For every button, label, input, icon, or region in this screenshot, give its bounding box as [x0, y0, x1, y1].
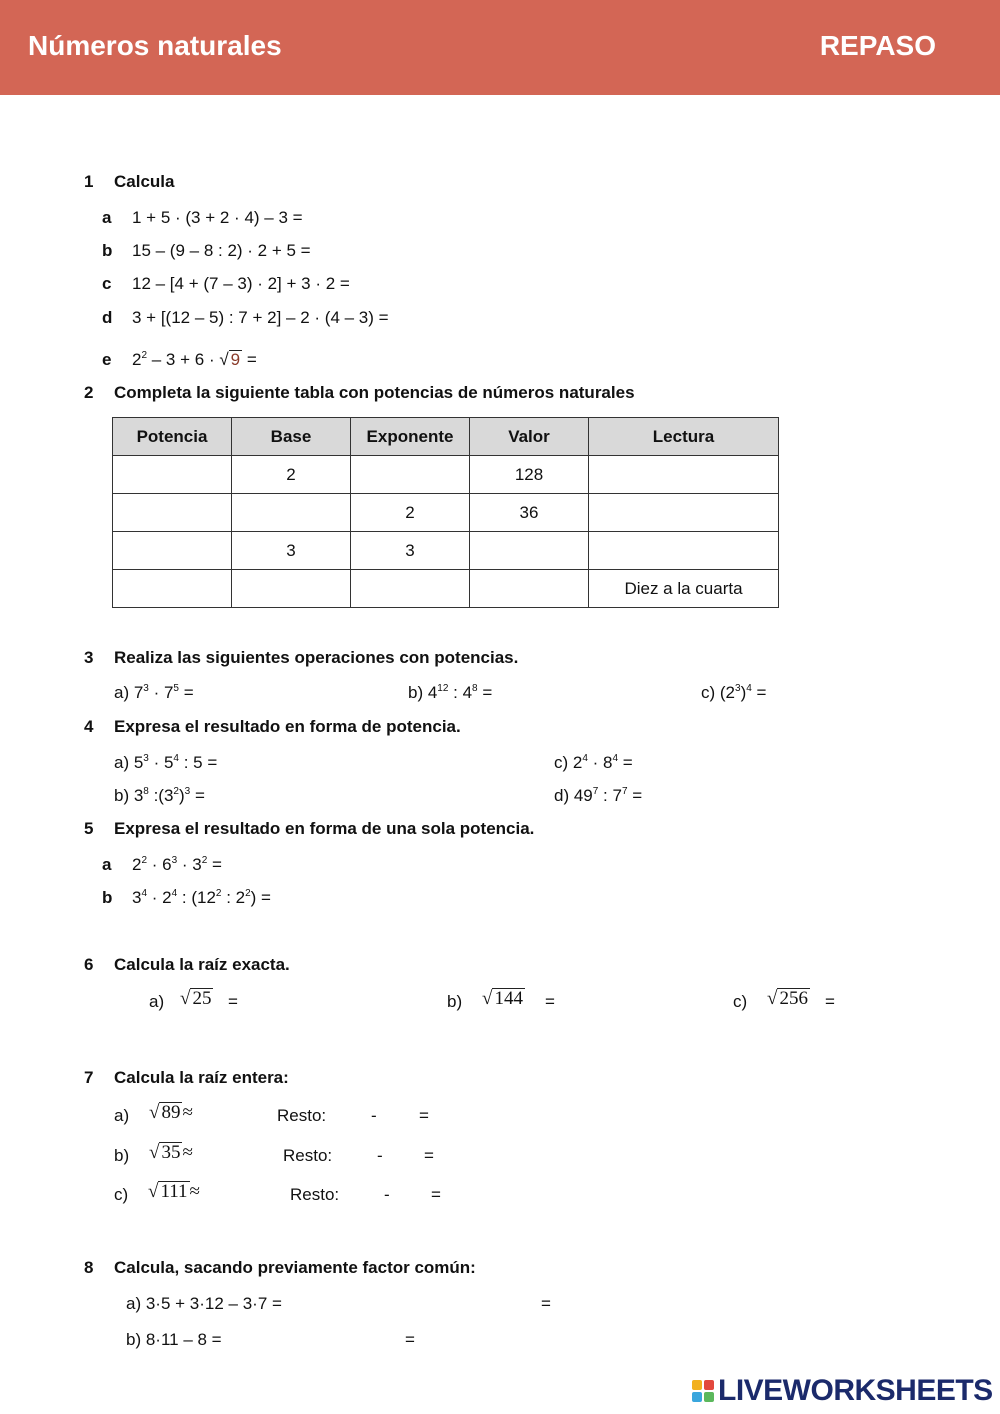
logo-square-icon	[692, 1380, 702, 1390]
q6-item-c-eq: =	[825, 992, 835, 1011]
powers-table	[112, 417, 779, 608]
table-cell[interactable]	[351, 570, 470, 608]
q3-title: Realiza las siguientes operaciones con potencias.	[114, 648, 519, 667]
q1-item-d-letter: d	[102, 308, 113, 327]
q3-number: 3	[84, 648, 94, 667]
q5-item-b-letter: b	[102, 888, 113, 907]
logo-square-icon	[692, 1392, 702, 1402]
q7-item-a-resto: Resto:	[277, 1106, 327, 1125]
q2-title: Completa la siguiente tabla con potencias de números naturales	[114, 383, 635, 402]
q7-title: Calcula la raíz entera:	[114, 1068, 289, 1087]
table-cell[interactable]	[113, 570, 232, 608]
q7-item-c-resto: Resto:	[290, 1185, 340, 1204]
table-cell: Diez a la cuarta	[589, 570, 779, 608]
q5-item-b-expr: $3^4 \cdot 2^4$ : ($12^2$ : $2^2$) =	[132, 888, 271, 907]
q1-item-c-expr: 12 – [4 + (7 – 3) · 2] + 3 · 2 =	[132, 274, 350, 293]
table-cell[interactable]	[351, 456, 470, 494]
q1-item-e-expr: $2^2 - 3 + 6$ · √ 9 =	[132, 350, 257, 369]
q3-item-b: b) $4^{12}$ : $4^8$ =	[408, 683, 493, 702]
q1-title: Calcula	[114, 172, 175, 191]
q6-item-a-label: a)	[149, 992, 165, 1011]
table-row	[113, 532, 779, 570]
table-cell: 3	[232, 532, 351, 570]
q6-item-b-root: √ 144	[482, 988, 523, 1009]
q4-number: 4	[84, 717, 94, 736]
q6-number: 6	[84, 955, 94, 974]
q3-item-a: a) $7^3 \cdot 7^5$ =	[114, 683, 194, 702]
q1-item-d-expr: 3 + [(12 – 5) : 7 + 2] – 2 · (4 – 3) =	[132, 308, 389, 327]
q8-item-a-eq: =	[541, 1294, 551, 1313]
q7-item-a-eq: =	[419, 1106, 429, 1125]
q7-item-b-label: b)	[114, 1146, 130, 1165]
table-row	[113, 494, 779, 532]
q7-item-b-eq: =	[424, 1146, 434, 1165]
q6-item-b-eq: =	[545, 992, 555, 1011]
logo-square-icon	[704, 1392, 714, 1402]
header-banner	[0, 0, 1000, 95]
table-cell[interactable]	[470, 570, 589, 608]
q7-item-a-label: a)	[114, 1106, 130, 1125]
sqrt-symbol: √ 9	[219, 350, 241, 369]
q6-item-b-label: b)	[447, 992, 463, 1011]
q4-item-a: a) $5^3 \cdot 5^4$ : 5 =	[114, 753, 218, 772]
q7-item-b-resto: Resto:	[283, 1146, 333, 1165]
table-cell: 128	[470, 456, 589, 494]
table-header: Valor	[470, 418, 589, 456]
q8-item-b-eq: =	[405, 1330, 415, 1349]
table-cell[interactable]	[113, 456, 232, 494]
table-header-row	[113, 418, 779, 456]
q7-item-b-dash: -	[377, 1146, 383, 1165]
table-cell[interactable]	[589, 494, 779, 532]
logo-mark-icon	[692, 1380, 714, 1402]
table-header: Base	[232, 418, 351, 456]
page-title: Números naturales	[28, 30, 282, 61]
q1-item-b-expr: 15 – (9 – 8 : 2) · 2 + 5 =	[132, 241, 311, 260]
logo-text: LIVEWORKSHEETS	[718, 1374, 993, 1407]
q8-item-a-expr: a) 3·5 + 3·12 – 3·7 =	[126, 1294, 282, 1313]
q1-item-a-letter: a	[102, 208, 112, 227]
table-row	[113, 570, 779, 608]
table-cell[interactable]	[589, 456, 779, 494]
table-cell: 3	[351, 532, 470, 570]
q2-number: 2	[84, 383, 94, 402]
q1-item-a-expr: 1 + 5 · (3 + 2 · 4) – 3 =	[132, 208, 303, 227]
table-header: Exponente	[351, 418, 470, 456]
table-cell: 2	[351, 494, 470, 532]
q7-item-b-root: √ 35 ≈	[149, 1142, 193, 1163]
table-header: Potencia	[113, 418, 232, 456]
q8-item-b-expr: b) 8·11 – 8 =	[126, 1330, 222, 1349]
logo-square-icon	[704, 1380, 714, 1390]
page-tag: REPASO	[819, 30, 936, 61]
q4-item-d: d) $49^7$ : $7^7$ =	[554, 786, 643, 805]
q7-item-c-label: c)	[114, 1185, 129, 1204]
q7-item-c-dash: -	[384, 1185, 390, 1204]
q1-number: 1	[84, 172, 94, 191]
q6-item-c-root: √ 256	[767, 988, 808, 1009]
q6-item-a-eq: =	[228, 992, 238, 1011]
q4-item-b: b) $3^8$ $:(3^2)^3$ =	[114, 786, 205, 805]
q7-item-a-root: √ 89 ≈	[149, 1102, 193, 1123]
q5-number: 5	[84, 819, 94, 838]
table-header: Lectura	[589, 418, 779, 456]
q8-number: 8	[84, 1258, 94, 1277]
q6-item-a-root: √ 25	[180, 988, 212, 1009]
q1-item-c-letter: c	[102, 274, 112, 293]
q1-item-e-letter: e	[102, 350, 112, 369]
q5-item-a-expr: $2^2 \cdot 6^3 \cdot 3^2$ =	[132, 855, 222, 874]
q1-item-b-letter: b	[102, 241, 113, 260]
q3-item-c: c) $(2^3)^4$ =	[701, 683, 767, 702]
q7-item-c-root: √ 111 ≈	[148, 1181, 200, 1202]
table-cell[interactable]	[470, 532, 589, 570]
q8-title: Calcula, sacando previamente factor común:	[114, 1258, 476, 1277]
table-cell: 2	[232, 456, 351, 494]
table-cell[interactable]	[113, 532, 232, 570]
q7-item-c-eq: =	[431, 1185, 441, 1204]
q4-item-c: c) $2^4 \cdot 8^4$ =	[554, 753, 633, 772]
q4-title: Expresa el resultado en forma de potencia.	[114, 717, 461, 736]
q5-item-a-letter: a	[102, 855, 112, 874]
table-cell[interactable]	[113, 494, 232, 532]
table-cell[interactable]	[589, 532, 779, 570]
q7-item-a-dash: -	[371, 1106, 377, 1125]
liveworksheets-logo[interactable]	[692, 1374, 993, 1408]
table-cell: 36	[470, 494, 589, 532]
q7-number: 7	[84, 1068, 94, 1087]
q6-item-c-label: c)	[733, 992, 748, 1011]
table-cell[interactable]	[232, 570, 351, 608]
q5-title: Expresa el resultado en forma de una sola potencia.	[114, 819, 535, 838]
table-row	[113, 456, 779, 494]
table-cell[interactable]	[232, 494, 351, 532]
q6-title: Calcula la raíz exacta.	[114, 955, 290, 974]
